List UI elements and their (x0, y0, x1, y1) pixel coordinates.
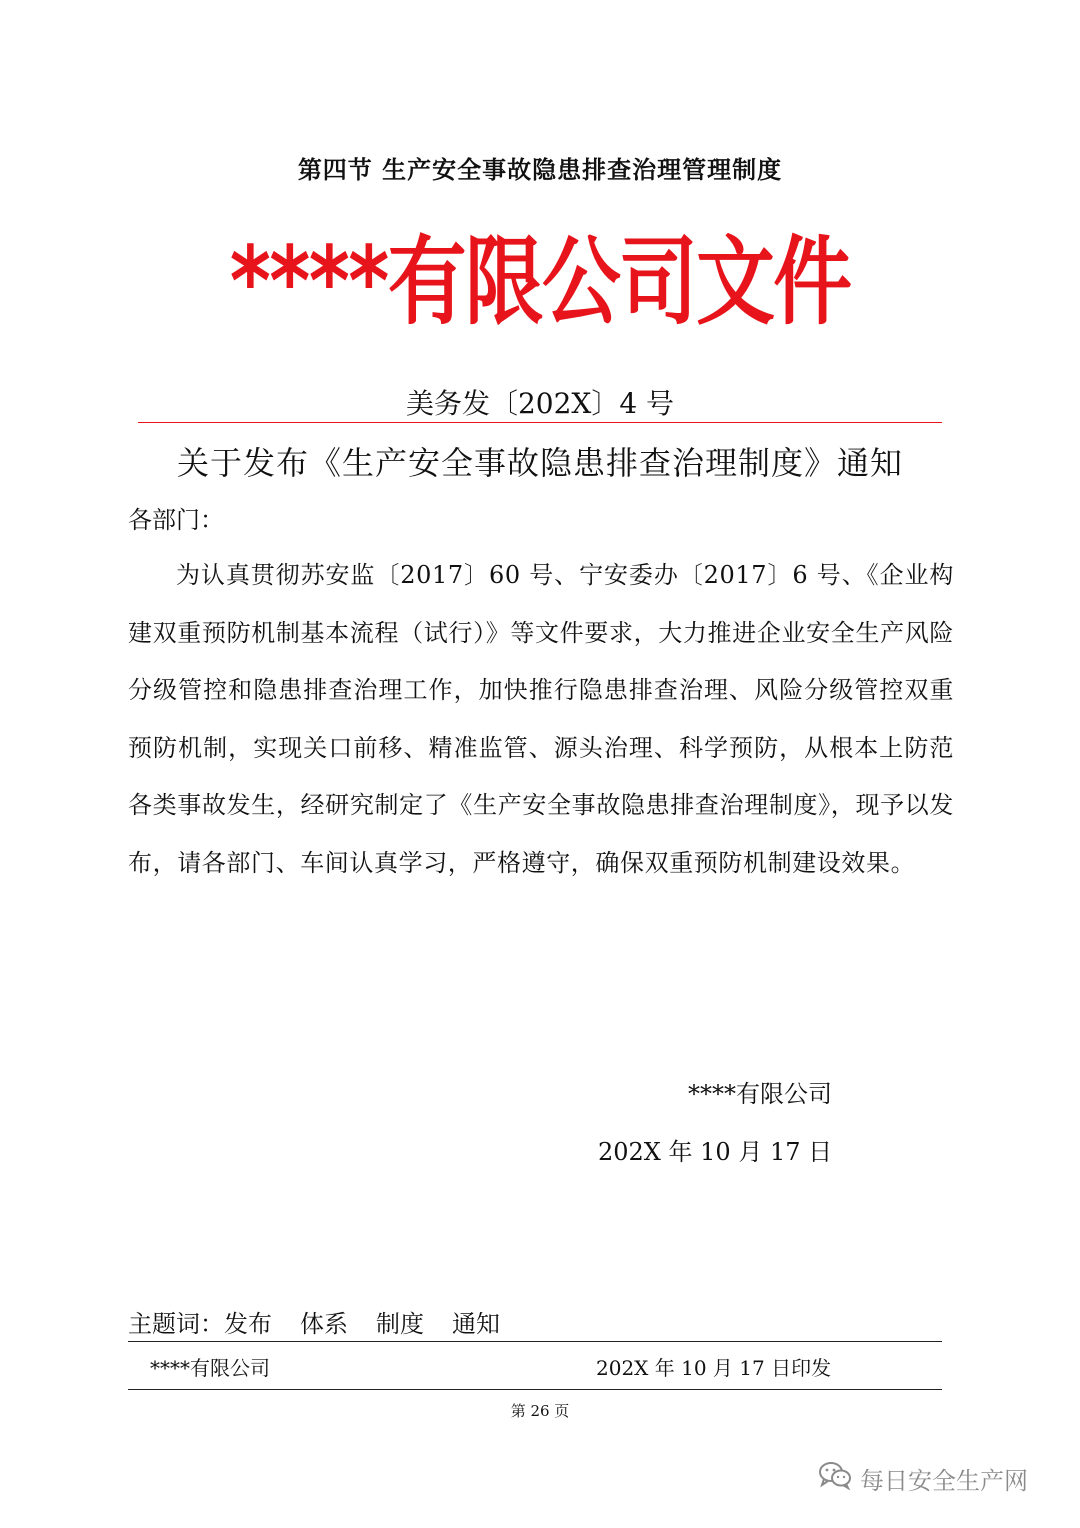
keyword-item: 体系 (300, 1310, 348, 1338)
document-masthead: ****有限公司文件 (229, 226, 851, 338)
keyword-item: 发布 (224, 1310, 272, 1338)
wechat-icon (818, 1460, 852, 1496)
notice-body: 为认真贯彻苏安监〔2017〕60 号、宁安委办〔2017〕6 号、《企业构建双重预防机制基本流程（试行）》等文件要求，大力推进企业安全生产风险分级管控和隐患排查治理工作，加快推行隐患排查治理、风险分级管控双重预防机制，实现关口前移、精准监管、源头治理、科学预防，从根本上防范各类事故发生，经研究制定了《生产安全事故隐患排查治理制度》，现予以发布，请各部门、车间认真学习，严格遵守，确保双重预防机制建设效果。 (128, 561, 954, 877)
page-number: 第 26 页 (510, 1402, 570, 1420)
section-title: 第四节 生产安全事故隐患排查治理管理制度 (297, 156, 783, 184)
red-divider (138, 422, 942, 423)
signature-date: 202X 年 10 月 17 日 (598, 1138, 833, 1166)
footer-rule-bottom (128, 1389, 942, 1390)
footer-rule-top (128, 1341, 942, 1342)
keyword-item: 制度 (376, 1310, 424, 1338)
watermark-text: 每日安全生产网 (860, 1466, 1028, 1495)
salutation: 各部门： (128, 506, 224, 534)
signature-company: ****有限公司 (688, 1080, 832, 1108)
keyword-item: 通知 (452, 1310, 500, 1338)
notice-title: 关于发布《生产安全事故隐患排查治理制度》通知 (176, 444, 903, 482)
footer-issue-date: 202X 年 10 月 17 日印发 (596, 1356, 832, 1380)
watermark (818, 1460, 1028, 1496)
document-number: 美务发〔202X〕4 号 (405, 387, 675, 420)
keywords-label: 主题词： (128, 1310, 224, 1338)
subject-keywords (128, 1304, 500, 1339)
footer-issuer: ****有限公司 (150, 1356, 270, 1380)
